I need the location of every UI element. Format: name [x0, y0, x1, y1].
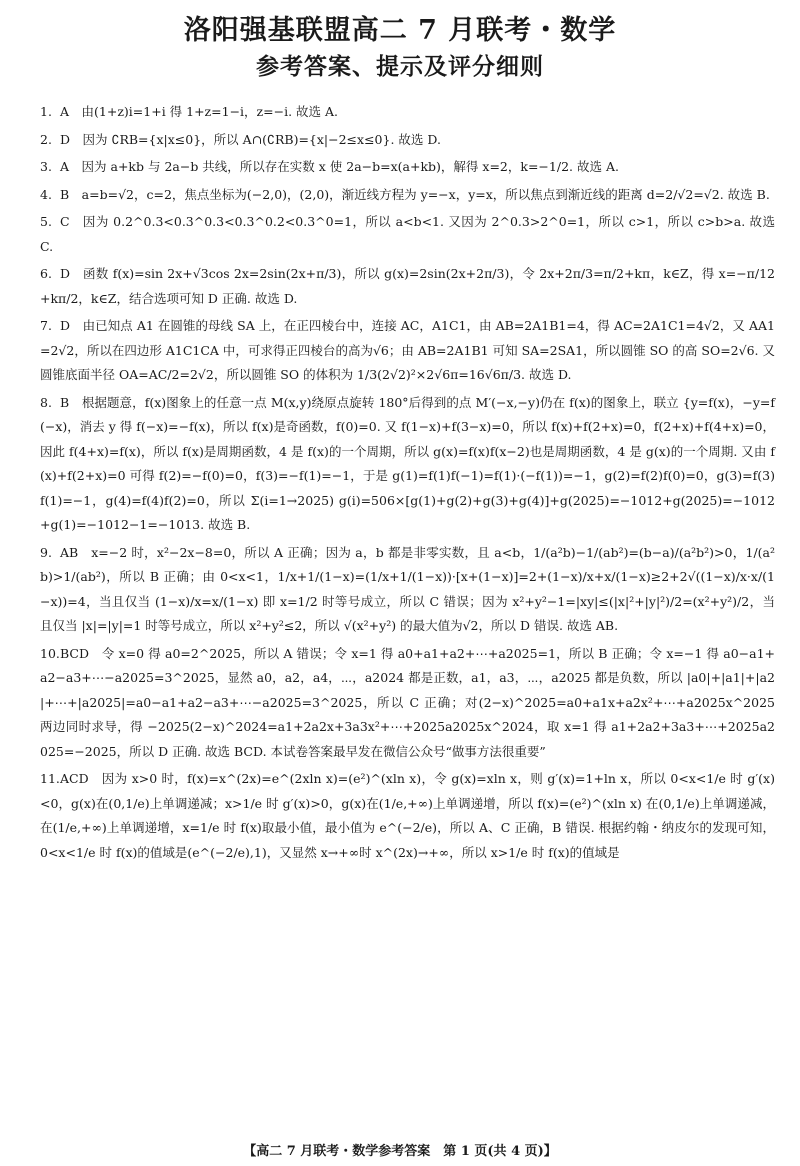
answer-number: 4.	[40, 186, 52, 202]
answer-item-4	[40, 183, 775, 208]
answer-text: A 由(1+z)i=1+i 得 1+z=1−i，z=−i. 故选 A.	[60, 104, 338, 119]
answer-text: D 因为 ∁RB={x|x≤0}，所以 A∩(∁RB)={x|−2≤x≤0}. 故选 D.	[60, 131, 441, 147]
document-title: 洛阳强基联盟高二 7 月联考・数学	[183, 15, 617, 46]
answer-text: A 因为 a+kb 与 2a−b 共线，所以存在实数 x 使 2a−b=x(a+kb)，解得 x=2，k=−1/2. 故选 A.	[60, 159, 619, 174]
answer-number: 5.	[40, 214, 52, 229]
answer-item-1	[40, 100, 775, 125]
answer-item-2	[40, 128, 775, 153]
answer-item-9	[40, 541, 775, 639]
page-footer: 【高二 7 月联考・数学参考答案 第 1 页(共 4 页)】	[243, 1144, 557, 1159]
answer-item-11	[40, 767, 775, 865]
answer-number: 3.	[40, 159, 52, 174]
answer-number: 2.	[40, 131, 52, 147]
answer-number: 7.	[40, 318, 52, 333]
answer-number: 11.	[40, 771, 60, 786]
answer-item-5	[40, 210, 775, 259]
answer-number: 1.	[40, 104, 52, 119]
answer-list	[40, 100, 775, 868]
answer-item-10	[40, 642, 775, 765]
document-subtitle: 参考答案、提示及评分细则	[256, 53, 544, 80]
answer-text: D 由已知点 A1 在圆锥的母线 SA 上，在正四棱台中，连接 AC，A1C1，由 AB=2A1B1=4，得 AC=2A1C1=4√2，又 AA1=2√2，所以在四边形 A1C1CA 中，可求得正四棱台的高为√6；由 AB=2A1B1 可知 SA=2SA1，所以圆锥 SO 的高 SO=2√6. 又圆锥底面半径 OA=AC/2=2√2，所以圆锥 SO 的体积为 1/3(2√2)²×2√6π=16√6π/3. 故选 D.	[40, 318, 775, 382]
answer-text: AB x=−2 时，x²−2x−8=0，所以 A 正确；因为 a，b 都是非零实数，且 a<b，1/(a²b)−1/(ab²)=(b−a)/(a²b²)>0，1/(a²b)>1/(ab²)，所以 B 正确；由 0<x<1，1/x+1/(1−x)=(1/x+1/(1−x))·[x+(1−x)]=2+(1−x)/x+x/(1−x)≥2+2√((1−x)/x·x/(1−x))=4，当且仅当 (1−x)/x=x/(1−x) 即 x=1/2 时等号成立，所以 C 错误；因为 x²+y²−1=|xy|≤(|x|²+|y|²)/2=(x²+y²)/2，当且仅当 |x|=|y|=1 时等号成立，所以 x²+y²≤2，所以 √(x²+y²) 的最大值为√2，所以 D 错误. 故选 AB.	[40, 544, 775, 633]
answer-text: ACD 因为 x>0 时，f(x)=x^(2x)=e^(2xln x)=(e²)^(xln x)，令 g(x)=xln x，则 g′(x)=1+ln x，所以 0<x<1/e 时 g′(x)<0，g(x)在(0,1/e)上单调递减；x>1/e 时 g′(x)>0，g(x)在(1/e,+∞)上单调递增，所以 f(x)=(e²)^(xln x) 在(0,1/e)上单调递减，在(1/e,+∞)上单调递增，x=1/e 时 f(x)取最小值，最小值为 e^(−2/e)，所以 A、C 正确，B 错误. 根据约翰・纳皮尔的发现可知，0<x<1/e 时 f(x)的值域是(e^(−2/e),1)，又显然 x→+∞时 x^(2x)→+∞，所以 x>1/e 时 f(x)的值域是	[40, 771, 775, 860]
answer-text: B a=b=√2，c=2，焦点坐标为(−2,0)，(2,0)，渐近线方程为 y=−x，y=x，所以焦点到渐近线的距离 d=2/√2=√2. 故选 B.	[60, 186, 770, 202]
answer-item-3	[40, 155, 775, 180]
answer-item-8	[40, 391, 775, 538]
answer-text: D 函数 f(x)=sin 2x+√3cos 2x=2sin(2x+π/3)，所以 g(x)=2sin(2x+2π/3)，令 2x+2π/3=π/2+kπ，k∈Z，得 x=−π/12+kπ/2，k∈Z，结合选项可知 D 正确. 故选 D.	[40, 266, 775, 306]
answer-text: C 因为 0.2^0.3<0.3^0.3<0.3^0.2<0.3^0=1，所以 a<b<1. 又因为 2^0.3>2^0=1，所以 c>1，所以 c>b>a. 故选 C.	[40, 214, 775, 254]
answer-text: BCD 令 x=0 得 a0=2^2025，所以 A 错误；令 x=1 得 a0+a1+a2+⋯+a2025=1，所以 B 正确；令 x=−1 得 a0−a1+a2−a3+⋯−a2025=3^2025，显然 a0，a2，a4，⋯，a2024 都是正数，a1，a3，⋯，a2025 都是负数，所以 |a0|+|a1|+|a2|+⋯+|a2025|=a0−a1+a2−a3+⋯−a2025=3^2025，所以 C 正确；对(2−x)^2025=a0+a1x+a2x²+⋯+a2025x^2025 两边同时求导，得 −2025(2−x)^2024=a1+2a2x+3a3x²+⋯+2025a2025x^2024，取 x=1 得 a1+2a2+3a3+⋯+2025a2025=−2025，所以 D 正确. 故选 BCD. 本试卷答案最早发在微信公众号“做事方法很重要”	[40, 645, 775, 759]
answer-item-6	[40, 262, 775, 311]
answer-text: B 根据题意，f(x)图象上的任意一点 M(x,y)绕原点旋转 180°后得到的点 M′(−x,−y)仍在 f(x)的图象上，联立 {y=f(x)，−y=f(−x)，消去 y 得 f(−x)=−f(x)，所以 f(x)是奇函数，f(0)=0. 又 f(1−x)+f(3−x)=0，所以 f(x)+f(2+x)=0，f(2+x)+f(4+x)=0，因此 f(4+x)=f(x)，所以 f(x)是周期函数，4 是 f(x)的一个周期，所以 g(x)=f(x)f(x−2)也是周期函数，4 是 g(x)的一个周期. 又由 f(x)+f(2+x)=0 可得 f(2)=−f(0)=0，f(3)=−f(1)=−1，于是 g(1)=f(1)f(−1)=f(1)·(−f(1))=−1，g(2)=f(2)f(0)=0，g(3)=f(3)f(1)=−1，g(4)=f(4)f(2)=0，所以 Σ(i=1→2025) g(i)=506×[g(1)+g(2)+g(3)+g(4)]+g(2025)=−1012+g(2025)=−1012+g(1)=−1012−1=−1013. 故选 B.	[40, 394, 776, 532]
answer-number: 6.	[40, 266, 52, 281]
answer-number: 8.	[40, 394, 52, 410]
answer-number: 10.	[40, 645, 60, 661]
answer-number: 9.	[40, 544, 52, 560]
answer-item-7	[40, 314, 775, 388]
